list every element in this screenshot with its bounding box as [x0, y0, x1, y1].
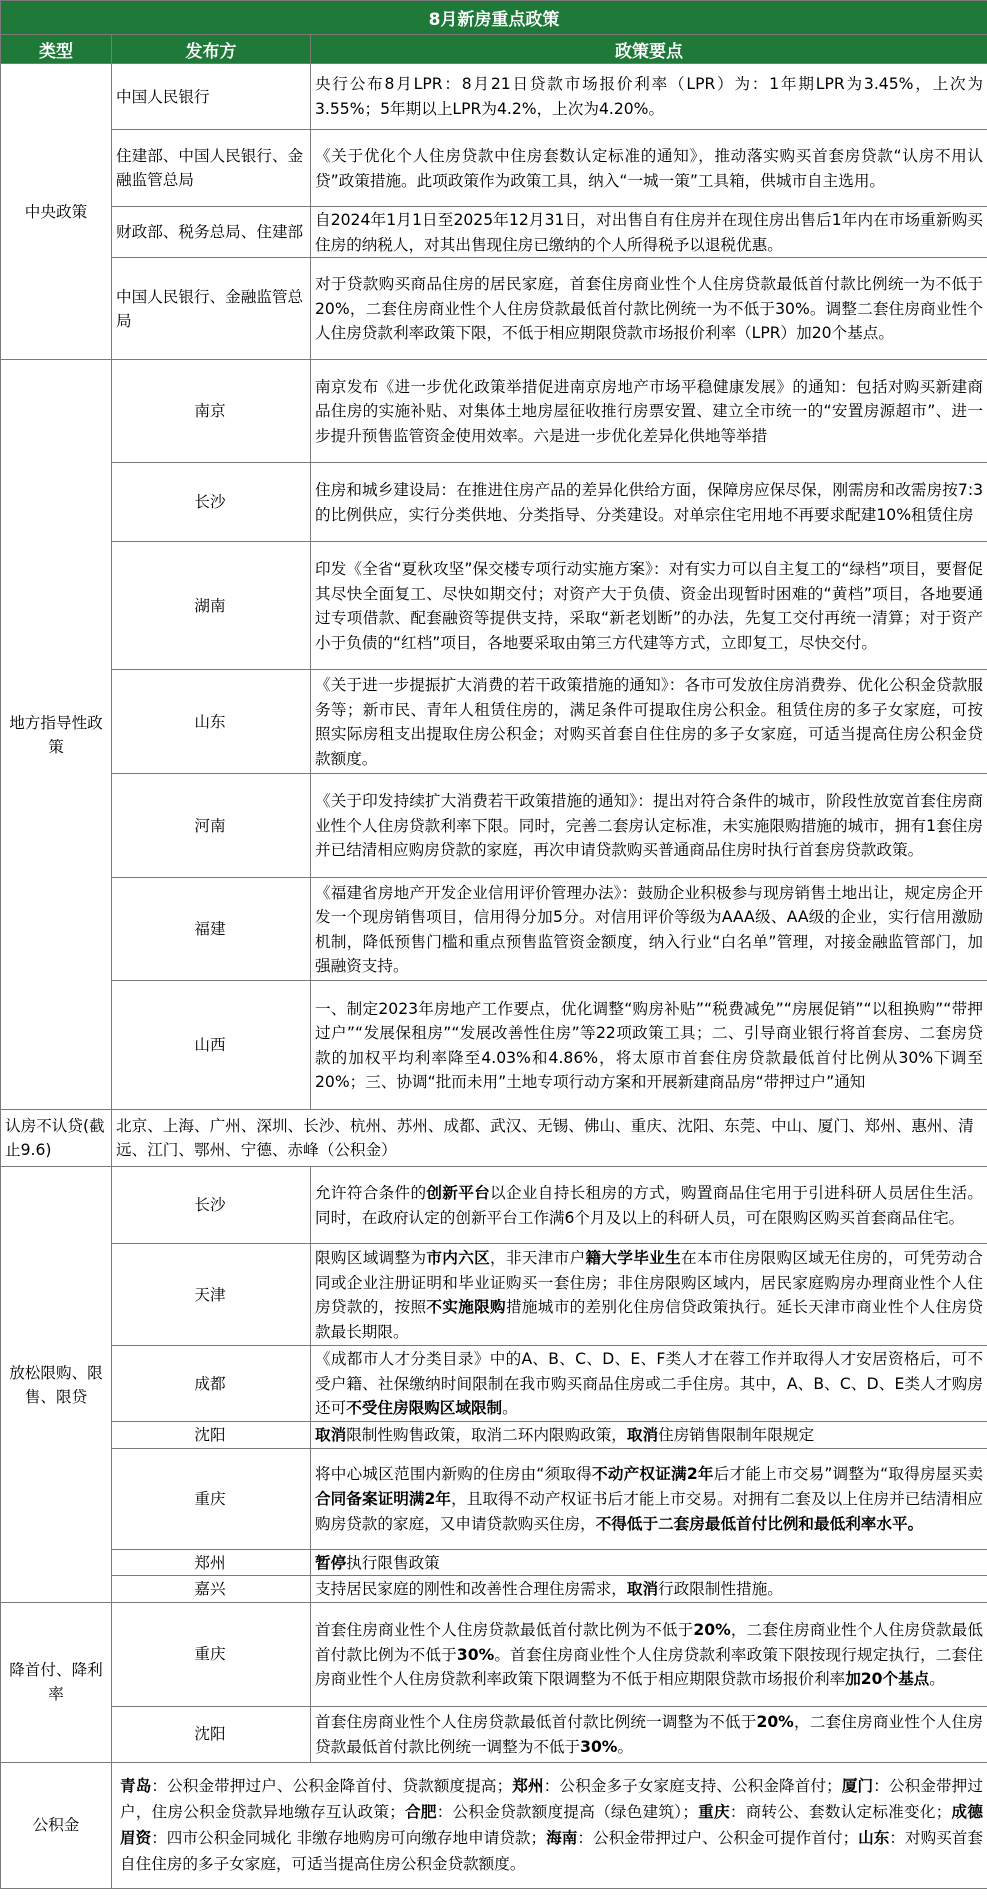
publisher-cell: 成都 [112, 1346, 311, 1422]
policy-cell: 对于贷款购买商品住房的居民家庭，首套住房商业性个人住房贷款最低首付款比例统一为不低于20%，二套住房商业性个人住房贷款最低首付款比例统一为不低于30%。调整二套住房商业性个人住房贷款利率政策下限，不低于相应期限贷款市场报价利率（LPR）加20个基点。 [311, 258, 987, 360]
publisher-cell: 重庆 [112, 1602, 311, 1706]
category-lower: 降首付、降利率 [1, 1602, 112, 1762]
table-row [1, 1422, 987, 1449]
publisher-cell: 沈阳 [112, 1422, 311, 1449]
category-relax: 放松限购、限售、限贷 [1, 1167, 112, 1603]
publisher-cell: 长沙 [112, 463, 311, 542]
table-row [1, 1167, 987, 1244]
policy-cell: 支持居民家庭的刚性和改善性合理住房需求，取消行政限制性措施。 [311, 1576, 987, 1603]
table-row [1, 670, 987, 774]
table-title: 8月新房重点政策 [1, 1, 987, 35]
table-row [1, 207, 987, 258]
publisher-cell: 嘉兴 [112, 1576, 311, 1603]
policy-cell: 央行公布8月LPR：8月21日贷款市场报价利率（LPR）为：1年期LPR为3.45%，上次为3.55%；5年期以上LPR为4.2%，上次为4.20%。 [311, 64, 987, 130]
publisher-cell: 中国人民银行 [112, 64, 311, 130]
policy-cell: 《福建省房地产开发企业信用评价管理办法》：鼓励企业积极参与现房销售土地出让，规定房企开发一个现房销售项目，信用得分加5分。对信用评价等级为AAA级、AA级的企业，实行信用激励机制，降低预售门槛和重点预售监管资金额度，纳入行业“白名单”管理，对接金融监管部门，加强融资支持。 [311, 878, 987, 981]
policy-cell: 《关于优化个人住房贷款中住房套数认定标准的通知》，推动落实购买首套房贷款“认房不用认贷”政策措施。此项政策作为政策工具，纳入“一城一策”工具箱，供城市自主选用。 [311, 130, 987, 207]
policy-cell: 允许符合条件的创新平台以企业自持长租房的方式，购置商品住宅用于引进科研人员居住生活。同时，在政府认定的创新平台工作满6个月及以上的科研人员，可在限购区购买首套商品住宅。 [311, 1167, 987, 1244]
table-row [1, 64, 987, 130]
category-gjj: 公积金 [1, 1762, 112, 1888]
publisher-cell: 南京 [112, 360, 311, 463]
policy-cell: 首套住房商业性个人住房贷款最低首付款比例统一调整为不低于20%，二套住房商业性个人住房贷款最低首付款比例统一调整为不低于30%。 [311, 1706, 987, 1762]
publisher-cell: 中国人民银行、金融监管总局 [112, 258, 311, 360]
publisher-cell: 长沙 [112, 1167, 311, 1244]
publisher-cell: 山西 [112, 981, 311, 1110]
table-row [1, 1762, 987, 1888]
policy-cell: 将中心城区范围内新购的住房由“须取得不动产权证满2年后才能上市交易”调整为“取得房屋买卖合同备案证明满2年，且取得不动产权证书后才能上市交易。对拥有二套及以上住房并已结清相应购房贷款的家庭，又申请贷款购买住房，不得低于二套房最低首付比例和最低利率水平。 [311, 1448, 987, 1549]
table-row [1, 981, 987, 1110]
publisher-cell: 沈阳 [112, 1706, 311, 1762]
policy-cell: 一、制定2023年房地产工作要点，优化调整“购房补贴”“税费减免”“房展促销”“以租换购”“带押过户”“发展保租房”“发展改善性住房”等22项政策工具；二、引导商业银行将首套房、二套房贷款的加权平均利率降至4.03%和4.86%，将太原市首套住房贷款最低首付比例从30%下调至20%；三、协调“批而未用”土地专项行动方案和开展新建商品房“带押过户”通知 [311, 981, 987, 1110]
table-row [1, 1576, 987, 1603]
publisher-cell: 福建 [112, 878, 311, 981]
policy-cell: 南京发布《进一步优化政策举措促进南京房地产市场平稳健康发展》的通知：包括对购买新建商品住房的实施补贴、对集体土地房屋征收推行房票安置、建立全市统一的“安置房源超市”、进一步提升预售监管资金使用效率。六是进一步优化差异化供地等举措 [311, 360, 987, 463]
title-row [1, 1, 987, 35]
table-row [1, 1110, 987, 1167]
publisher-cell: 天津 [112, 1244, 311, 1346]
table-row [1, 1549, 987, 1576]
table-row [1, 542, 987, 670]
table-row [1, 258, 987, 360]
policy-cell: 住房和城乡建设局：在推进住房产品的差异化供给方面，保障房应保尽保，刚需房和改需房按7:3的比例供应，实行分类供地、分类指导、分类建设。对单宗住宅用地不再要求配建10%租赁住房 [311, 463, 987, 542]
table-row [1, 463, 987, 542]
header-publisher: 发布方 [112, 35, 311, 64]
policy-cell: 《关于进一步提振扩大消费的若干政策措施的通知》：各市可发放住房消费券、优化公积金贷款服务等；新市民、青年人租赁住房的，满足条件可提取住房公积金。租赁住房的多子女家庭，可按照实际房租支出提取住房公积金；对购买首套自住住房的多子女家庭，可适当提高住房公积金贷款额度。 [311, 670, 987, 774]
category-rfbrd: 认房不认贷(截止9.6) [1, 1110, 112, 1167]
publisher-cell: 财政部、税务总局、住建部 [112, 207, 311, 258]
publisher-cell: 住建部、中国人民银行、金融监管总局 [112, 130, 311, 207]
table-row [1, 1706, 987, 1762]
table-row [1, 130, 987, 207]
table-row [1, 878, 987, 981]
policy-cell: 印发《全省“夏秋攻坚”保交楼专项行动实施方案》：对有实力可以自主复工的“绿档”项目，要督促其尽快全面复工、尽快如期交付；对资产大于负债、资金出现暂时困难的“黄档”项目，各地要通过专项借款、配套融资等提供支持，采取“新老划断”的办法，先复工交付再统一清算；对于资产小于负债的“红档”项目，各地要采取由第三方代建等方式，立即复工，尽快交付。 [311, 542, 987, 670]
policy-cell: 限购区域调整为市内六区，非天津市户籍大学毕业生在本市住房限购区域无住房的，可凭劳动合同或企业注册证明和毕业证购买一套住房；非住房限购区域内，居民家庭购房办理商业性个人住房贷款的，按照不实施限购措施城市的差别化住房信贷政策执行。延长天津市商业性个人住房贷款最长期限。 [311, 1244, 987, 1346]
category-central: 中央政策 [1, 64, 112, 360]
cities-cell: 北京、上海、广州、深圳、长沙、杭州、苏州、成都、武汉、无锡、佛山、重庆、沈阳、东莞、中山、厦门、郑州、惠州、清远、江门、鄂州、宁德、赤峰（公积金） [112, 1110, 987, 1167]
table-row [1, 1448, 987, 1549]
policy-cell: 自2024年1月1日至2025年12月31日，对出售自有住房并在现住房出售后1年内在市场重新购买住房的纳税人，对其出售现住房已缴纳的个人所得税予以退税优惠。 [311, 207, 987, 258]
policy-cell: 《关于印发持续扩大消费若干政策措施的通知》：提出对符合条件的城市，阶段性放宽首套住房商业性个人住房贷款利率下限。同时，完善二套房认定标准，未实施限购措施的城市，拥有1套住房并已结清相应购房贷款的家庭，再次申请贷款购买普通商品住房时执行首套房贷款政策。 [311, 774, 987, 878]
publisher-cell: 河南 [112, 774, 311, 878]
publisher-cell: 郑州 [112, 1549, 311, 1576]
policy-cell: 取消限制性购售政策，取消二环内限购政策，取消住房销售限制年限规定 [311, 1422, 987, 1449]
publisher-cell: 湖南 [112, 542, 311, 670]
header-row [1, 35, 987, 64]
table-row [1, 360, 987, 463]
policy-cell: 首套住房商业性个人住房贷款最低首付款比例为不低于20%，二套住房商业性个人住房贷款最低首付款比例为不低于30%。首套住房商业性个人住房贷款利率政策下限按现行规定执行，二套住房商业性个人住房贷款利率政策下限调整为不低于相应期限贷款市场报价利率加20个基点。 [311, 1602, 987, 1706]
publisher-cell: 重庆 [112, 1448, 311, 1549]
policy-cell: 《成都市人才分类目录》中的A、B、C、D、E、F类人才在蓉工作并取得人才安居资格后，可不受户籍、社保缴纳时间限制在我市购买商品住房或二手住房。其中，A、B、C、D、E类人才购房还可不受住房限购区域限制。 [311, 1346, 987, 1422]
header-type: 类型 [1, 35, 112, 64]
table-row [1, 1346, 987, 1422]
gjj-cell: 青岛：公积金带押过户、公积金降首付、贷款额度提高；郑州：公积金多子女家庭支持、公积金降首付；厦门：公积金带押过户，住房公积金贷款异地缴存互认政策；合肥：公积金贷款额度提高（绿色建筑）；重庆：商转公、套数认定标准变化；成德眉资：四市公积金同城化 非缴存地购房可向缴存地申请贷款；海南：公积金带押过户、公积金可提作首付；山东：对购买首套自住住房的多子女家庭，可适当提高住房公积金贷款额度。 [112, 1762, 987, 1888]
publisher-cell: 山东 [112, 670, 311, 774]
table-row [1, 1244, 987, 1346]
policy-cell: 暂停执行限售政策 [311, 1549, 987, 1576]
header-policy: 政策要点 [311, 35, 987, 64]
table-row [1, 774, 987, 878]
table-row [1, 1602, 987, 1706]
category-local: 地方指导性政策 [1, 360, 112, 1110]
